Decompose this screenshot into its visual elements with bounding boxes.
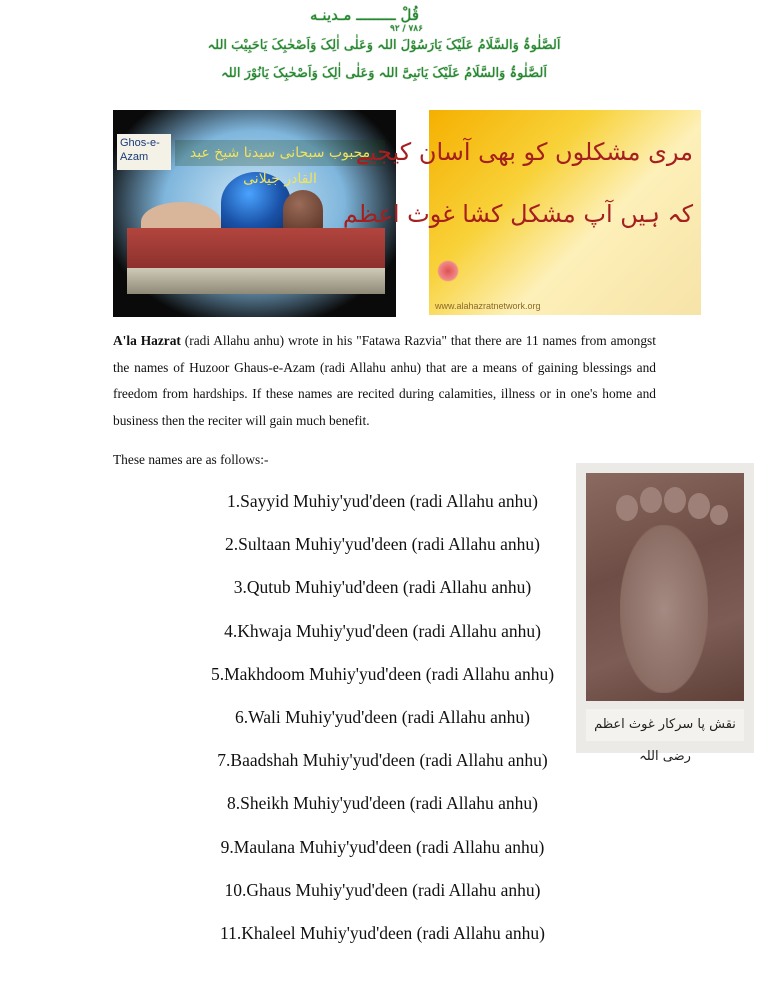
- footprint-caption: نقش پا سرکار غوث اعظم رضی اللہ: [586, 709, 744, 741]
- header-salutation-line-1: اَلصَّلٰوۃُ وَالسَّلَامُ عَلَیْکَ یَارَسُوْلَ اللہ وَعَلٰی اٰلِکَ وَاَصْحٰبِکَ یَاحَبِیْبَ اللہ: [207, 38, 561, 53]
- list-item: 5.Makhdoom Muhiy'yud'deen (radi Allahu anhu): [210, 663, 555, 684]
- header-salutation-line-2: اَلصَّلٰوۃُ وَالسَّلَامُ عَلَیْکَ یَانَبِیَّ اللہ وَعَلٰی اٰلِکَ وَاَصْحٰبِکَ یَانُوْرَ اللہ: [221, 66, 547, 81]
- list-item: 3.Qutub Muhiy'ud'deen (radi Allahu anhu): [233, 577, 532, 598]
- poster-image: [342, 110, 701, 315]
- names-intro: These names are as follows:-: [113, 452, 269, 467]
- header-top-line: قُلْ ـــــــــ مـدينـه: [310, 6, 420, 24]
- poster-line-1: مری مشکلوں کو بھی آسان کیجیے: [355, 138, 693, 166]
- list-item: 11.Khaleel Muhiy'yud'deen (radi Allahu anhu): [220, 922, 545, 943]
- list-item: 7.Baadshah Muhiy'yud'deen (radi Allahu anhu): [217, 750, 548, 771]
- list-item: 1.Sayyid Muhiy'yud'deen (radi Allahu anhu): [226, 491, 539, 511]
- shrine-image-banner: محبوب سبحانی سیدنا شیخ عبد القادر جیلانی: [175, 140, 385, 166]
- names-list: [170, 487, 595, 962]
- paragraph-body: (radi Allahu anhu) wrote in his "Fatawa Razvia" that there are 11 names from amongst the names of Huzoor Ghaus-e-Azam (radi Allahu anhu) that are a means of gaining blessings and freedom from hardships. If these names are recited during calamities, illness or in one's home and business then the reciter will gain much benefit.: [113, 333, 656, 428]
- list-item: 8.Sheikh Muhiy'yud'deen (radi Allahu anhu): [226, 793, 539, 814]
- paragraph-bold-lead: A'la Hazrat: [113, 333, 181, 348]
- intro-paragraph: [113, 328, 656, 434]
- list-item: 6.Wali Muhiy'yud'deen (radi Allahu anhu): [234, 706, 531, 727]
- header-top-number: ۷۸۶ / ۹۲: [390, 24, 423, 34]
- footprint-image: [576, 463, 754, 764]
- shrine-image-label: Ghos-e-Azam: [117, 134, 171, 170]
- list-item: 4.Khwaja Muhiy'yud'deen (radi Allahu anhu): [224, 620, 541, 641]
- list-item: 2.Sultaan Muhiy'yud'deen (radi Allahu anhu): [225, 534, 540, 555]
- poster-line-2: کہ ہیں آپ مشکل کشا غوث اعظم: [342, 200, 693, 228]
- list-item: 10.Ghaus Muhiy'yud'deen (radi Allahu anhu): [224, 879, 541, 900]
- list-item: 9.Maulana Muhiy'yud'deen (radi Allahu anhu): [220, 836, 545, 857]
- header-calligraphy: [200, 6, 568, 94]
- poster-url: www.alahazratnetwork.org: [435, 301, 541, 311]
